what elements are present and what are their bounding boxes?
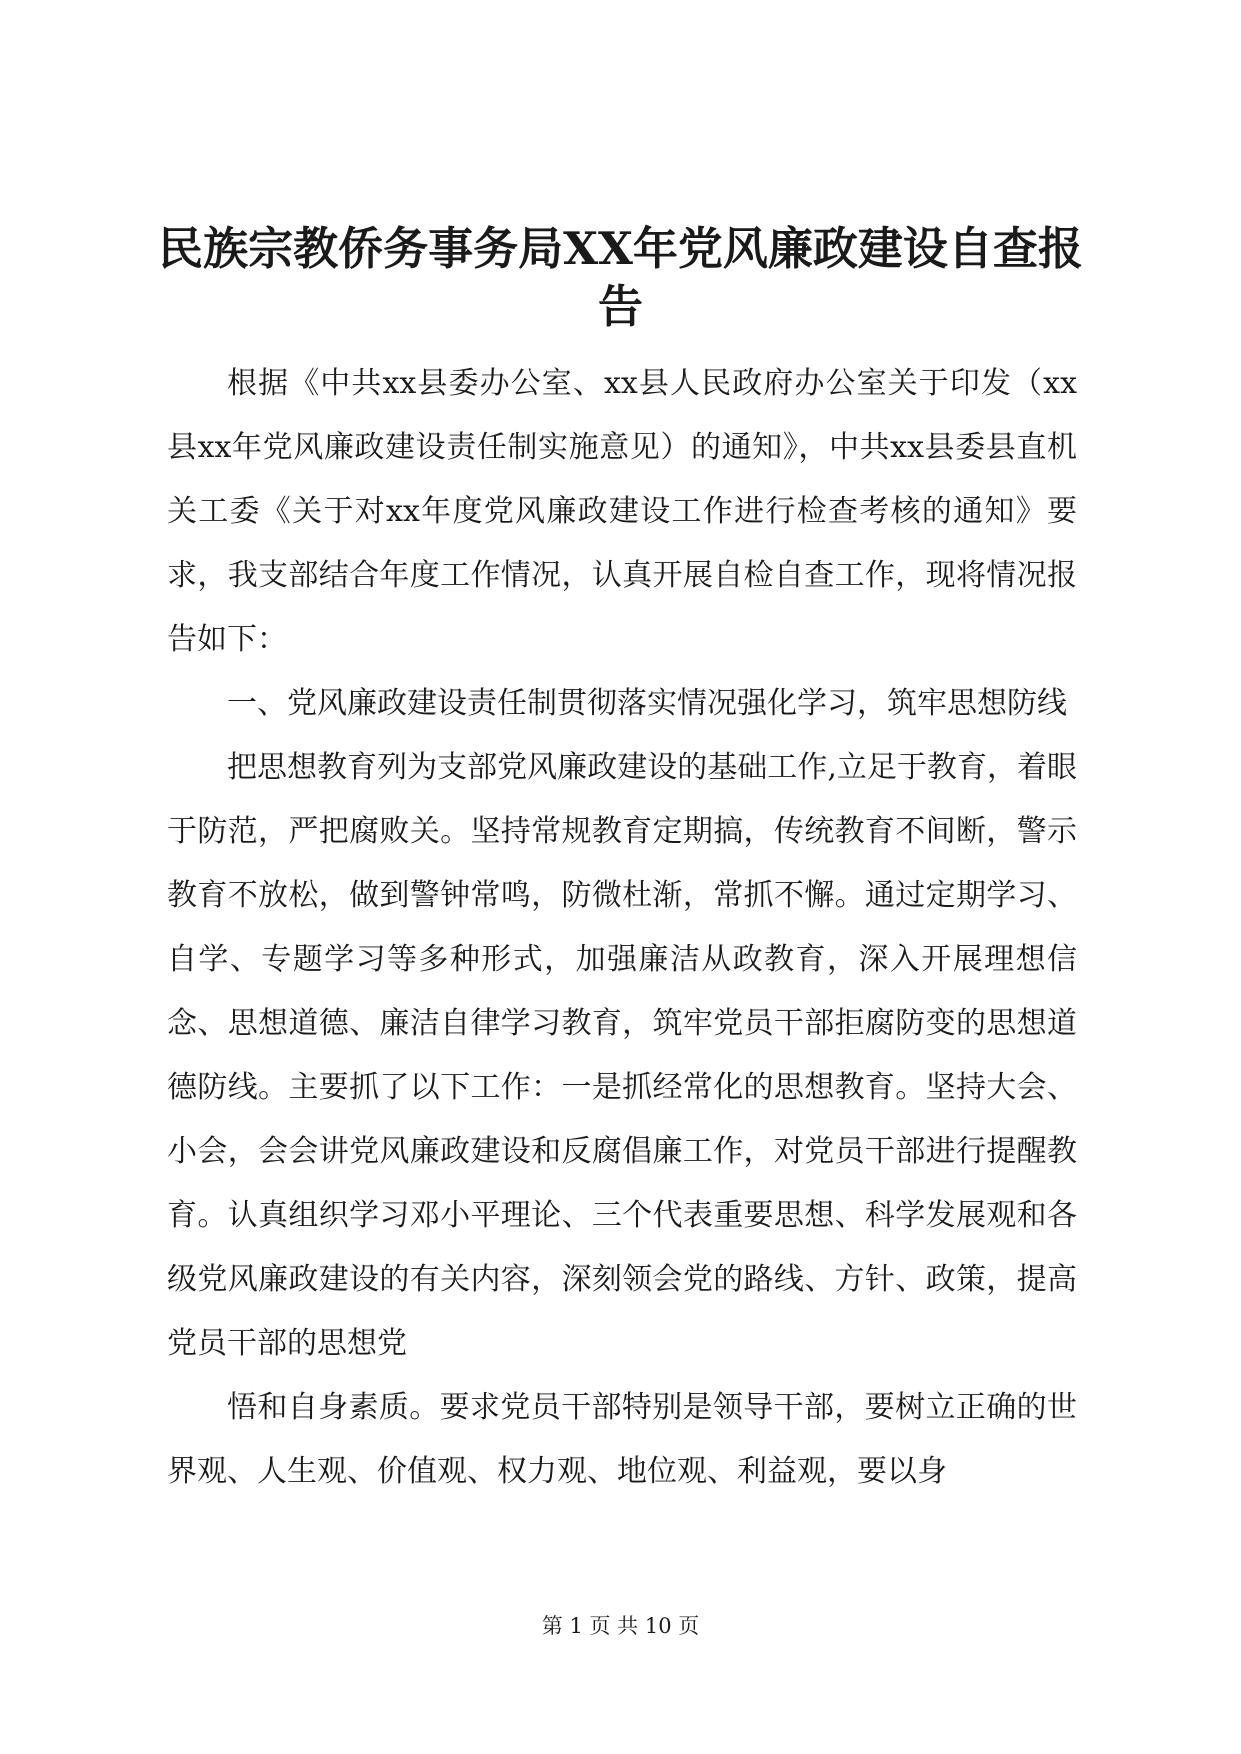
body-paragraph: 悟和自身素质。要求党员干部特别是领导干部，要树立正确的世界观、人生观、价值观、权力观、地位观、利益观，要以身 bbox=[167, 1390, 1077, 1489]
section-heading: 一、党风廉政建设责任制贯彻落实情况强化学习，筑牢思想防线 bbox=[227, 686, 1067, 721]
document-title: 民族宗教侨务事务局XX年党风廉政建设自查报告 bbox=[158, 222, 1083, 333]
page-number: 第 1 页 共 10 页 bbox=[541, 1614, 700, 1638]
document-body bbox=[167, 352, 1077, 1504]
body-paragraph: 把思想教育列为支部党风廉政建设的基础工作,立足于教育，着眼于防范，严把腐败关。坚持常规教育定期搞，传统教育不间断，警示教育不放松，做到警钟常鸣，防微杜渐，常抓不懈。通过定期学习、自学、专题学习等多种形式，加强廉洁从政教育，深入开展理想信念、思想道德、廉洁自律学习教育，筑牢党员干部拒腐防变的思想道德防线。主要抓了以下工作：一是抓经常化的思想教育。坚持大会、小会，会会讲党风廉政建设和反腐倡廉工作，对党员干部进行提醒教育。认真组织学习邓小平理论、三个代表重要思想、科学发展观和各级党风廉政建设的有关内容，深刻领会党的路线、方针、政策，提高党员干部的思想党 bbox=[167, 750, 1077, 1361]
page-footer bbox=[0, 1611, 1241, 1641]
intro-paragraph: 根据《中共xx县委办公室、xx县人民政府办公室关于印发（xx县xx年党风廉政建设责任制实施意见）的通知》，中共xx县委县直机关工委《关于对xx年度党风廉政建设工作进行检查考核的通知》要求，我支部结合年度工作情况，认真开展自检自查工作，现将情况报告如下： bbox=[167, 366, 1077, 657]
